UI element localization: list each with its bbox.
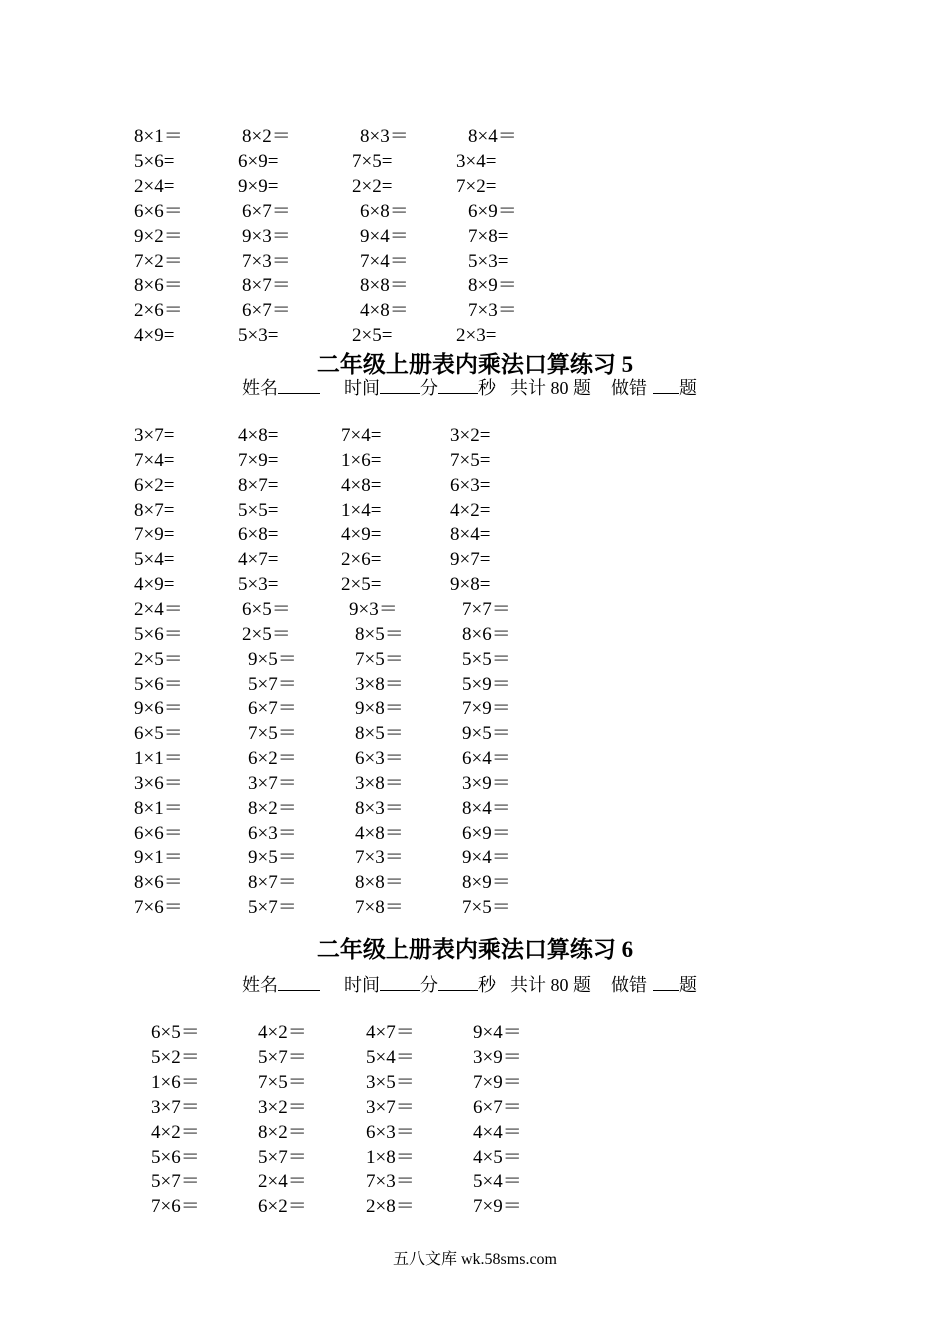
problem-item: 2×8＝	[366, 1196, 415, 1218]
problem-item: 5×5=	[238, 499, 279, 521]
name-blank	[278, 377, 320, 394]
problem-item: 7×3＝	[242, 250, 291, 272]
wrong-unit: 题	[679, 975, 697, 995]
problem-item: 3×5＝	[366, 1071, 415, 1093]
problem-item: 4×9=	[134, 325, 175, 347]
problem-item: 6×3＝	[355, 748, 404, 770]
problem-item: 8×1＝	[134, 797, 183, 819]
problem-item: 5×7＝	[248, 897, 297, 919]
problem-item: 7×5＝	[462, 897, 511, 919]
problem-item: 6×5＝	[242, 598, 291, 620]
problem-item: 1×6＝	[151, 1071, 200, 1093]
problem-item: 8×6＝	[134, 872, 183, 894]
name-blank	[278, 974, 320, 991]
problem-item: 6×9=	[238, 150, 279, 172]
problem-item: 6×3＝	[366, 1121, 415, 1143]
minute-label: 分	[420, 378, 438, 398]
problem-item: 7×9＝	[462, 698, 511, 720]
problem-item: 7×5=	[450, 449, 491, 471]
problem-item: 8×2＝	[258, 1121, 307, 1143]
problem-item: 5×2＝	[151, 1046, 200, 1068]
problem-item: 9×8＝	[355, 698, 404, 720]
problem-item: 8×8＝	[360, 275, 409, 297]
problem-item: 3×7＝	[366, 1096, 415, 1118]
problem-item: 4×4＝	[473, 1121, 522, 1143]
problem-item: 4×8=	[341, 474, 382, 496]
problem-item: 6×3＝	[248, 822, 297, 844]
problem-item: 6×9＝	[462, 822, 511, 844]
problem-item: 5×9＝	[462, 673, 511, 695]
problem-item: 9×5＝	[248, 847, 297, 869]
problem-item: 1×8＝	[366, 1146, 415, 1168]
problem-item: 5×4=	[134, 549, 175, 571]
problem-item: 7×8=	[468, 225, 509, 247]
problem-item: 7×5＝	[248, 723, 297, 745]
problem-item: 9×5＝	[462, 723, 511, 745]
problem-item: 2×5=	[341, 574, 382, 596]
problem-item: 4×5＝	[473, 1146, 522, 1168]
problem-item: 4×8=	[238, 425, 279, 446]
problem-item: 9×3＝	[242, 225, 291, 247]
second-blank	[438, 377, 478, 394]
footer-watermark: 五八文库 wk.58sms.com	[392, 1251, 557, 1268]
problem-item: 8×6＝	[462, 623, 511, 645]
problem-item: 6×2=	[134, 474, 175, 496]
problem-item: 8×5＝	[355, 723, 404, 745]
problem-item: 6×6＝	[134, 822, 183, 844]
problem-item: 7×7＝	[462, 598, 511, 620]
problem-item: 9×6＝	[134, 698, 183, 720]
problem-item: 6×7＝	[473, 1096, 522, 1118]
minute-label: 分	[420, 975, 438, 995]
problem-item: 9×4＝	[360, 225, 409, 247]
problem-item: 2×3=	[456, 325, 497, 347]
problem-item: 8×9＝	[462, 872, 511, 894]
second-label: 秒	[478, 975, 496, 995]
problem-item: 8×8＝	[355, 872, 404, 894]
problem-item: 9×8=	[450, 574, 491, 596]
problem-item: 8×3＝	[355, 797, 404, 819]
problem-item: 7×5＝	[258, 1071, 307, 1093]
problem-item: 7×3＝	[355, 847, 404, 869]
problem-item: 7×6＝	[134, 897, 183, 919]
total-label: 共计 80 题	[510, 975, 591, 995]
problem-item: 8×5＝	[355, 623, 404, 645]
problem-item: 7×9＝	[473, 1071, 522, 1093]
problem-item: 2×4=	[134, 175, 175, 197]
problem-item: 6×8＝	[360, 200, 409, 222]
problem-item: 6×5＝	[151, 1022, 200, 1043]
problem-item: 3×9＝	[462, 772, 511, 794]
problem-item: 7×3＝	[468, 300, 517, 322]
problem-item: 1×1＝	[134, 748, 183, 770]
problem-item: 4×9=	[341, 524, 382, 546]
problem-item: 4×2＝	[258, 1022, 307, 1043]
wrong-label: 做错	[611, 975, 647, 995]
problem-item: 7×3＝	[366, 1171, 415, 1193]
exercise-5-title: 二年级上册表内乘法口算练习 5	[316, 352, 634, 377]
problem-item: 7×4=	[341, 425, 382, 446]
problem-item: 9×2＝	[134, 225, 183, 247]
problem-item: 7×2＝	[134, 250, 183, 272]
problem-item: 3×4=	[456, 150, 497, 172]
wrong-unit: 题	[679, 378, 697, 398]
problem-item: 4×8＝	[360, 300, 409, 322]
problem-item: 1×4=	[341, 499, 382, 521]
problem-item: 2×4＝	[134, 598, 183, 620]
problem-item: 2×6＝	[134, 300, 183, 322]
exercise-5-info	[242, 374, 697, 400]
problem-item: 3×6＝	[134, 772, 183, 794]
problem-item: 9×1＝	[134, 847, 183, 869]
problem-item: 9×7=	[450, 549, 491, 571]
problem-item: 6×7＝	[242, 300, 291, 322]
problem-item: 8×4＝	[462, 797, 511, 819]
problem-item: 6×3=	[450, 474, 491, 496]
problem-item: 8×4=	[450, 524, 491, 546]
problem-item: 8×7=	[134, 499, 175, 521]
problem-item: 2×5＝	[134, 648, 183, 670]
problem-item: 8×2＝	[248, 797, 297, 819]
problem-item: 7×4＝	[360, 250, 409, 272]
problem-item: 6×4＝	[462, 748, 511, 770]
problem-item: 7×5=	[352, 150, 393, 172]
problem-item: 4×8＝	[355, 822, 404, 844]
problem-item: 5×7＝	[258, 1146, 307, 1168]
problem-item: 9×4＝	[462, 847, 511, 869]
wrong-blank	[653, 377, 679, 394]
problem-item: 9×5＝	[248, 648, 297, 670]
problem-item: 7×5＝	[355, 648, 404, 670]
problem-item: 3×8＝	[355, 673, 404, 695]
problem-item: 7×9=	[238, 449, 279, 471]
problem-item: 5×5＝	[462, 648, 511, 670]
problem-item: 1×6=	[341, 449, 382, 471]
problem-item: 3×7=	[134, 425, 175, 446]
problem-item: 5×7＝	[151, 1171, 200, 1193]
name-label: 姓名	[242, 378, 278, 398]
time-label: 时间	[344, 975, 380, 995]
problem-item: 3×2＝	[258, 1096, 307, 1118]
minute-blank	[380, 377, 420, 394]
problem-item: 3×8＝	[355, 772, 404, 794]
problem-item: 5×6＝	[151, 1146, 200, 1168]
problem-item: 8×1＝	[134, 126, 183, 147]
problem-item: 5×4＝	[366, 1046, 415, 1068]
name-label: 姓名	[242, 975, 278, 995]
problem-item: 7×6＝	[151, 1196, 200, 1218]
wrong-label: 做错	[611, 378, 647, 398]
time-label: 时间	[344, 378, 380, 398]
problem-item: 4×9=	[134, 574, 175, 596]
problem-item: 4×7＝	[366, 1022, 415, 1043]
problem-item: 7×9＝	[473, 1196, 522, 1218]
problem-item: 7×8＝	[355, 897, 404, 919]
problem-item: 3×7＝	[151, 1096, 200, 1118]
problem-item: 7×9=	[134, 524, 175, 546]
exercise-6-title: 二年级上册表内乘法口算练习 6	[316, 937, 634, 962]
problem-item: 8×2＝	[242, 126, 291, 147]
problem-item: 6×2＝	[248, 748, 297, 770]
problem-item: 3×9＝	[473, 1046, 522, 1068]
problem-item: 2×5=	[352, 325, 393, 347]
problem-item: 8×3＝	[360, 126, 409, 147]
problem-item: 5×4＝	[473, 1171, 522, 1193]
problem-item: 8×4＝	[468, 126, 517, 147]
problem-item: 3×2=	[450, 425, 491, 446]
problem-item: 4×2=	[450, 499, 491, 521]
problem-item: 2×5＝	[242, 623, 291, 645]
problem-item: 9×4＝	[473, 1022, 522, 1043]
second-blank	[438, 974, 478, 991]
problem-item: 5×3=	[238, 574, 279, 596]
problem-item: 9×3＝	[349, 598, 398, 620]
problem-item: 5×6＝	[134, 673, 183, 695]
problem-item: 3×7＝	[248, 772, 297, 794]
problem-item: 8×7=	[238, 474, 279, 496]
total-label: 共计 80 题	[510, 378, 591, 398]
problem-item: 8×7＝	[248, 872, 297, 894]
problem-item: 5×7＝	[248, 673, 297, 695]
problem-item: 5×6＝	[134, 623, 183, 645]
problem-item: 8×6＝	[134, 275, 183, 297]
problem-item: 4×7=	[238, 549, 279, 571]
wrong-blank	[653, 974, 679, 991]
problem-item: 6×7＝	[242, 200, 291, 222]
problem-item: 8×9＝	[468, 275, 517, 297]
problem-item: 2×4＝	[258, 1171, 307, 1193]
problem-item: 7×4=	[134, 449, 175, 471]
problem-item: 6×7＝	[248, 698, 297, 720]
problem-item: 4×2＝	[151, 1121, 200, 1143]
problem-item: 8×7＝	[242, 275, 291, 297]
minute-blank	[380, 974, 420, 991]
problem-item: 5×3=	[468, 250, 509, 272]
problem-item: 7×2=	[456, 175, 497, 197]
problem-item: 9×9=	[238, 175, 279, 197]
problem-item: 5×3=	[238, 325, 279, 347]
problem-item: 6×9＝	[468, 200, 517, 222]
problem-item: 6×2＝	[258, 1196, 307, 1218]
problem-item: 6×6＝	[134, 200, 183, 222]
problem-item: 5×7＝	[258, 1046, 307, 1068]
second-label: 秒	[478, 378, 496, 398]
problem-item: 6×8=	[238, 524, 279, 546]
problem-item: 5×6=	[134, 150, 175, 172]
problem-item: 2×2=	[352, 175, 393, 197]
problem-item: 6×5＝	[134, 723, 183, 745]
exercise-6-info	[242, 971, 697, 997]
problem-item: 2×6=	[341, 549, 382, 571]
